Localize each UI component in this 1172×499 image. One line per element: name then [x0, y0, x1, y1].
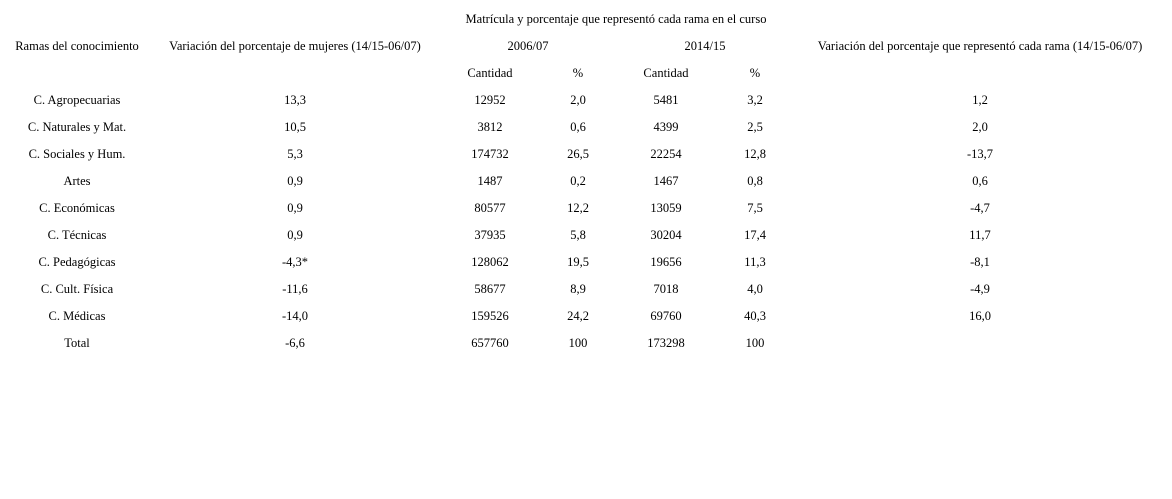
cell-var-rama: 16,0 — [969, 309, 991, 323]
cell-pct-2006: 12,2 — [567, 201, 589, 215]
subheader-cantidad-2006: Cantidad — [467, 66, 513, 80]
cell-pct-2014: 3,2 — [747, 93, 763, 107]
cell-cantidad-2006: 12952 — [474, 93, 506, 107]
cell-pct-2014: 12,8 — [744, 147, 766, 161]
cell-cantidad-2006: 80577 — [474, 201, 506, 215]
cell-cantidad-2014: 5481 — [653, 93, 679, 107]
cell-cantidad-2014: 4399 — [653, 120, 679, 134]
subheader-pct-2006: % — [572, 66, 584, 80]
cell-pct-2006: 0,6 — [570, 120, 586, 134]
cell-pct-2014: 7,5 — [747, 201, 763, 215]
cell-var-mujeres: 10,5 — [284, 120, 306, 134]
cell-cantidad-2014: 30204 — [650, 228, 682, 242]
cell-var-rama: 11,7 — [969, 228, 991, 242]
cell-cantidad-2014: 1467 — [653, 174, 679, 188]
cell-cantidad-2014: 69760 — [650, 309, 682, 323]
cell-var-rama: -4,9 — [970, 282, 990, 296]
cell-var-rama: 0,6 — [972, 174, 988, 188]
cell-var-rama: 2,0 — [972, 120, 988, 134]
cell-rama: C. Técnicas — [47, 228, 107, 242]
cell-var-rama: -8,1 — [970, 255, 990, 269]
cell-var-mujeres: -6,6 — [285, 336, 305, 350]
cell-cantidad-2014: 7018 — [653, 282, 679, 296]
cell-rama: Total — [64, 336, 90, 350]
cell-pct-2014: 40,3 — [744, 309, 766, 323]
cell-pct-2006: 5,8 — [570, 228, 586, 242]
cell-rama: C. Sociales y Hum. — [28, 147, 126, 161]
cell-rama: C. Agropecuarias — [33, 93, 121, 107]
cell-pct-2014: 2,5 — [747, 120, 763, 134]
header-year-2006: 2006/07 — [507, 39, 549, 53]
cell-pct-2006: 8,9 — [570, 282, 586, 296]
header-year-2014: 2014/15 — [684, 39, 726, 53]
cell-var-mujeres: -14,0 — [281, 309, 309, 323]
cell-cantidad-2014: 173298 — [647, 336, 685, 350]
cell-pct-2006: 19,5 — [567, 255, 589, 269]
cell-cantidad-2006: 159526 — [471, 309, 509, 323]
cell-rama: C. Naturales y Mat. — [27, 120, 127, 134]
cell-cantidad-2006: 3812 — [477, 120, 503, 134]
cell-var-mujeres: 0,9 — [287, 201, 303, 215]
cell-var-rama: -4,7 — [970, 201, 990, 215]
header-rama: Ramas del conocimiento — [15, 39, 139, 53]
cell-pct-2014: 0,8 — [747, 174, 763, 188]
cell-rama: C. Médicas — [48, 309, 106, 323]
cell-cantidad-2014: 19656 — [650, 255, 682, 269]
header-var-rama: Variación del porcentaje que representó cada rama (14/15-06/07) — [817, 39, 1143, 53]
cell-cantidad-2006: 174732 — [471, 147, 509, 161]
cell-cantidad-2006: 37935 — [474, 228, 506, 242]
cell-var-mujeres: 0,9 — [287, 228, 303, 242]
subheader-pct-2014: % — [749, 66, 761, 80]
cell-cantidad-2014: 22254 — [650, 147, 682, 161]
cell-var-mujeres: 13,3 — [284, 93, 306, 107]
cell-rama: C. Pedagógicas — [38, 255, 116, 269]
cell-var-rama: -13,7 — [966, 147, 994, 161]
cell-cantidad-2006: 1487 — [477, 174, 503, 188]
group-title: Matrícula y porcentaje que representó cada rama en el curso — [465, 12, 767, 26]
cell-var-mujeres: -11,6 — [282, 282, 308, 296]
cell-pct-2006: 2,0 — [570, 93, 586, 107]
cell-rama: Artes — [63, 174, 91, 188]
cell-pct-2006: 0,2 — [570, 174, 586, 188]
subheader-cantidad-2014: Cantidad — [643, 66, 689, 80]
cell-var-rama: 1,2 — [972, 93, 988, 107]
header-var-mujeres: Variación del porcentaje de mujeres (14/15-06/07) — [169, 39, 421, 53]
cell-pct-2006: 100 — [568, 336, 588, 350]
cell-cantidad-2006: 128062 — [471, 255, 509, 269]
cell-rama: C. Económicas — [39, 201, 115, 215]
cell-pct-2014: 100 — [745, 336, 765, 350]
cell-pct-2006: 26,5 — [567, 147, 589, 161]
cell-var-mujeres: 0,9 — [287, 174, 303, 188]
cell-cantidad-2006: 657760 — [471, 336, 509, 350]
cell-cantidad-2014: 13059 — [650, 201, 682, 215]
cell-rama: C. Cult. Física — [40, 282, 114, 296]
cell-pct-2006: 24,2 — [567, 309, 589, 323]
cell-var-mujeres: 5,3 — [287, 147, 303, 161]
cell-pct-2014: 11,3 — [744, 255, 766, 269]
cell-cantidad-2006: 58677 — [474, 282, 506, 296]
cell-pct-2014: 17,4 — [744, 228, 766, 242]
cell-var-mujeres: -4,3* — [281, 255, 309, 269]
cell-pct-2014: 4,0 — [747, 282, 763, 296]
